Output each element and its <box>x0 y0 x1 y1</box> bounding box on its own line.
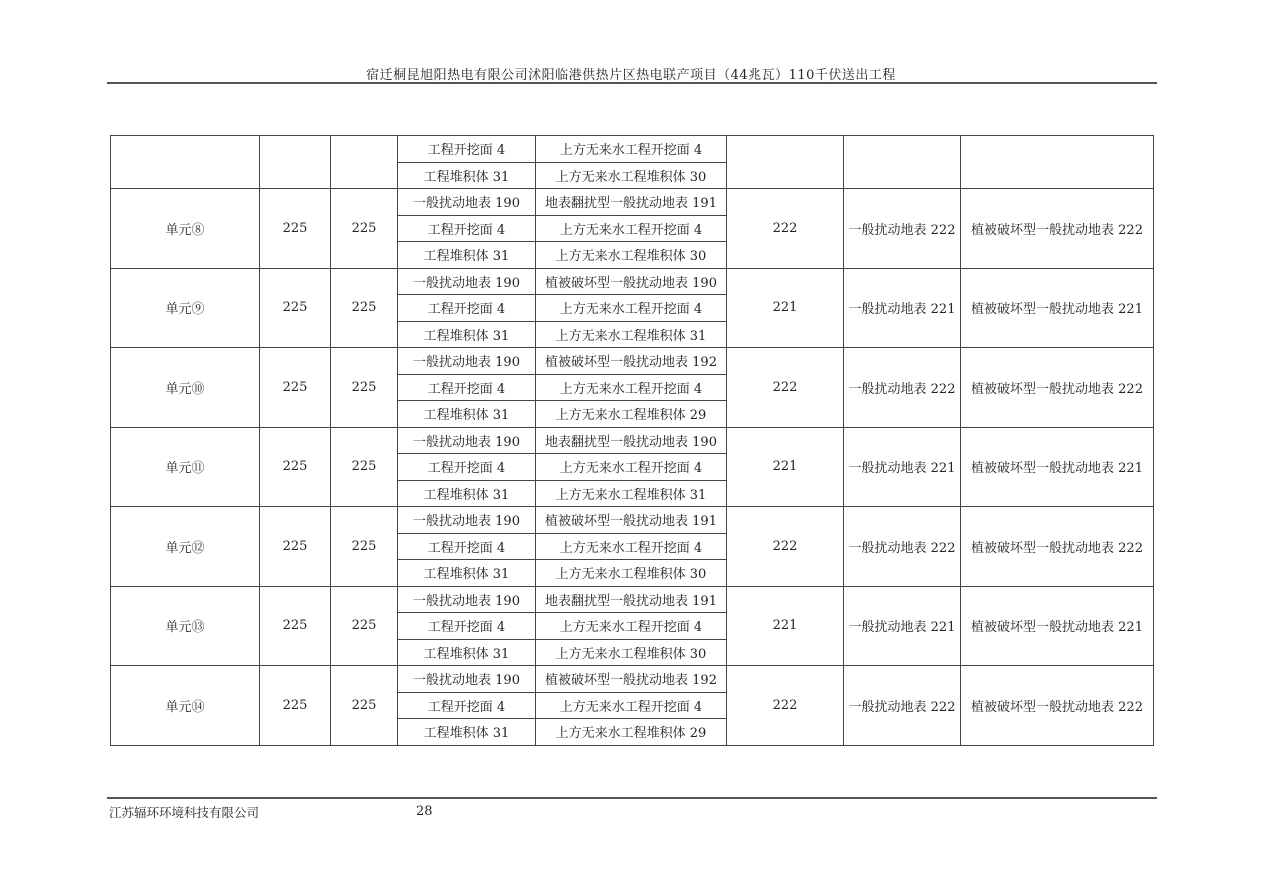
table-cell: 一般扰动地表 222 <box>844 348 961 428</box>
table-cell: 工程堆积体 31 <box>398 242 536 269</box>
unit-value-cell: 225 <box>331 427 398 507</box>
table-cell: 植被破坏型一般扰动地表 221 <box>961 586 1154 666</box>
table-cell: 一般扰动地表 190 <box>398 427 536 454</box>
table-cell <box>844 136 961 189</box>
unit-value-cell: 225 <box>331 666 398 746</box>
table-cell: 植被破坏型一般扰动地表 222 <box>961 666 1154 746</box>
table-cell: 工程堆积体 31 <box>398 719 536 746</box>
table-cell: 工程堆积体 31 <box>398 162 536 189</box>
unit-value-cell: 225 <box>331 189 398 269</box>
unit-name-cell: 单元⑫ <box>111 507 260 587</box>
unit-value-cell: 225 <box>260 586 331 666</box>
footer-company-name: 江苏辐环环境科技有限公司 <box>109 805 260 820</box>
unit-value-cell: 225 <box>260 268 331 348</box>
table-cell: 植被破坏型一般扰动地表 222 <box>961 507 1154 587</box>
page-header-title: 宿迁桐昆旭阳热电有限公司沭阳临港供热片区热电联产项目（44兆瓦）110千伏送出工程 <box>366 68 896 83</box>
page-number: 28 <box>416 804 433 819</box>
table-cell: 工程开挖面 4 <box>398 215 536 242</box>
table-cell: 上方无来水工程开挖面 4 <box>536 613 727 640</box>
table-row <box>111 268 1154 295</box>
unit-value-cell: 225 <box>260 427 331 507</box>
table-cell: 上方无来水工程开挖面 4 <box>536 454 727 481</box>
table-cell: 一般扰动地表 190 <box>398 586 536 613</box>
unit-value-cell: 222 <box>727 348 844 428</box>
table-cell: 上方无来水工程开挖面 4 <box>536 295 727 322</box>
table-cell: 地表翻扰型一般扰动地表 191 <box>536 586 727 613</box>
unit-value-cell: 221 <box>727 268 844 348</box>
table-cell: 植被破坏型一般扰动地表 221 <box>961 427 1154 507</box>
table-cell: 工程堆积体 31 <box>398 321 536 348</box>
unit-value-cell: 225 <box>331 507 398 587</box>
table-cell: 上方无来水工程开挖面 4 <box>536 692 727 719</box>
table-cell <box>727 136 844 189</box>
unit-value-cell: 221 <box>727 427 844 507</box>
table-cell: 工程开挖面 4 <box>398 692 536 719</box>
table-cell <box>331 136 398 189</box>
table-cell: 一般扰动地表 221 <box>844 586 961 666</box>
table-cell <box>111 136 260 189</box>
table-cell: 植被破坏型一般扰动地表 192 <box>536 348 727 375</box>
unit-value-cell: 225 <box>331 348 398 428</box>
table-row <box>111 136 1154 163</box>
table-cell: 上方无来水工程开挖面 4 <box>536 374 727 401</box>
table-cell: 上方无来水工程开挖面 4 <box>536 136 727 163</box>
table-cell: 上方无来水工程堆积体 29 <box>536 719 727 746</box>
table-cell: 工程开挖面 4 <box>398 295 536 322</box>
table-cell: 地表翻扰型一般扰动地表 190 <box>536 427 727 454</box>
table-cell: 一般扰动地表 190 <box>398 189 536 216</box>
table-cell: 上方无来水工程堆积体 30 <box>536 162 727 189</box>
table-cell: 一般扰动地表 190 <box>398 348 536 375</box>
table-body <box>111 136 1154 746</box>
unit-value-cell: 222 <box>727 189 844 269</box>
unit-name-cell: 单元⑩ <box>111 348 260 428</box>
table-row <box>111 666 1154 693</box>
unit-value-cell: 222 <box>727 666 844 746</box>
table-row <box>111 427 1154 454</box>
table-cell: 工程开挖面 4 <box>398 533 536 560</box>
header-divider <box>107 82 1157 84</box>
table-cell: 植被破坏型一般扰动地表 222 <box>961 348 1154 428</box>
table-cell: 植被破坏型一般扰动地表 191 <box>536 507 727 534</box>
table-cell: 一般扰动地表 190 <box>398 507 536 534</box>
table-cell: 上方无来水工程开挖面 4 <box>536 533 727 560</box>
table-cell: 上方无来水工程堆积体 30 <box>536 242 727 269</box>
unit-name-cell: 单元⑪ <box>111 427 260 507</box>
table-row <box>111 348 1154 375</box>
data-table <box>110 135 1154 746</box>
table-cell: 工程开挖面 4 <box>398 374 536 401</box>
table-cell: 一般扰动地表 222 <box>844 189 961 269</box>
unit-value-cell: 225 <box>260 348 331 428</box>
table-cell: 工程开挖面 4 <box>398 454 536 481</box>
unit-name-cell: 单元⑨ <box>111 268 260 348</box>
table-cell: 工程堆积体 31 <box>398 401 536 428</box>
table-cell: 工程堆积体 31 <box>398 480 536 507</box>
unit-value-cell: 221 <box>727 586 844 666</box>
table-cell: 一般扰动地表 222 <box>844 666 961 746</box>
table-row <box>111 507 1154 534</box>
table-cell: 上方无来水工程堆积体 31 <box>536 480 727 507</box>
table-cell: 一般扰动地表 222 <box>844 507 961 587</box>
table-cell: 工程堆积体 31 <box>398 639 536 666</box>
table-cell <box>961 136 1154 189</box>
table-cell <box>260 136 331 189</box>
unit-value-cell: 225 <box>331 268 398 348</box>
unit-value-cell: 225 <box>260 666 331 746</box>
table-row <box>111 586 1154 613</box>
unit-value-cell: 225 <box>260 507 331 587</box>
table-row <box>111 189 1154 216</box>
table-cell: 上方无来水工程堆积体 29 <box>536 401 727 428</box>
table-cell: 一般扰动地表 221 <box>844 427 961 507</box>
table-cell: 一般扰动地表 221 <box>844 268 961 348</box>
table-cell: 植被破坏型一般扰动地表 192 <box>536 666 727 693</box>
unit-value-cell: 225 <box>260 189 331 269</box>
table-cell: 植被破坏型一般扰动地表 222 <box>961 189 1154 269</box>
table-cell: 地表翻扰型一般扰动地表 191 <box>536 189 727 216</box>
unit-name-cell: 单元⑬ <box>111 586 260 666</box>
unit-value-cell: 225 <box>331 586 398 666</box>
table-cell: 上方无来水工程开挖面 4 <box>536 215 727 242</box>
table-cell: 植被破坏型一般扰动地表 221 <box>961 268 1154 348</box>
table-cell: 上方无来水工程堆积体 30 <box>536 639 727 666</box>
unit-name-cell: 单元⑧ <box>111 189 260 269</box>
table-cell: 上方无来水工程堆积体 31 <box>536 321 727 348</box>
unit-name-cell: 单元⑭ <box>111 666 260 746</box>
table-cell: 工程堆积体 31 <box>398 560 536 587</box>
table-cell: 一般扰动地表 190 <box>398 666 536 693</box>
table-cell: 工程开挖面 4 <box>398 613 536 640</box>
table-cell: 植被破坏型一般扰动地表 190 <box>536 268 727 295</box>
footer-divider <box>107 797 1157 799</box>
table-cell: 工程开挖面 4 <box>398 136 536 163</box>
table-cell: 一般扰动地表 190 <box>398 268 536 295</box>
table-cell: 上方无来水工程堆积体 30 <box>536 560 727 587</box>
unit-value-cell: 222 <box>727 507 844 587</box>
